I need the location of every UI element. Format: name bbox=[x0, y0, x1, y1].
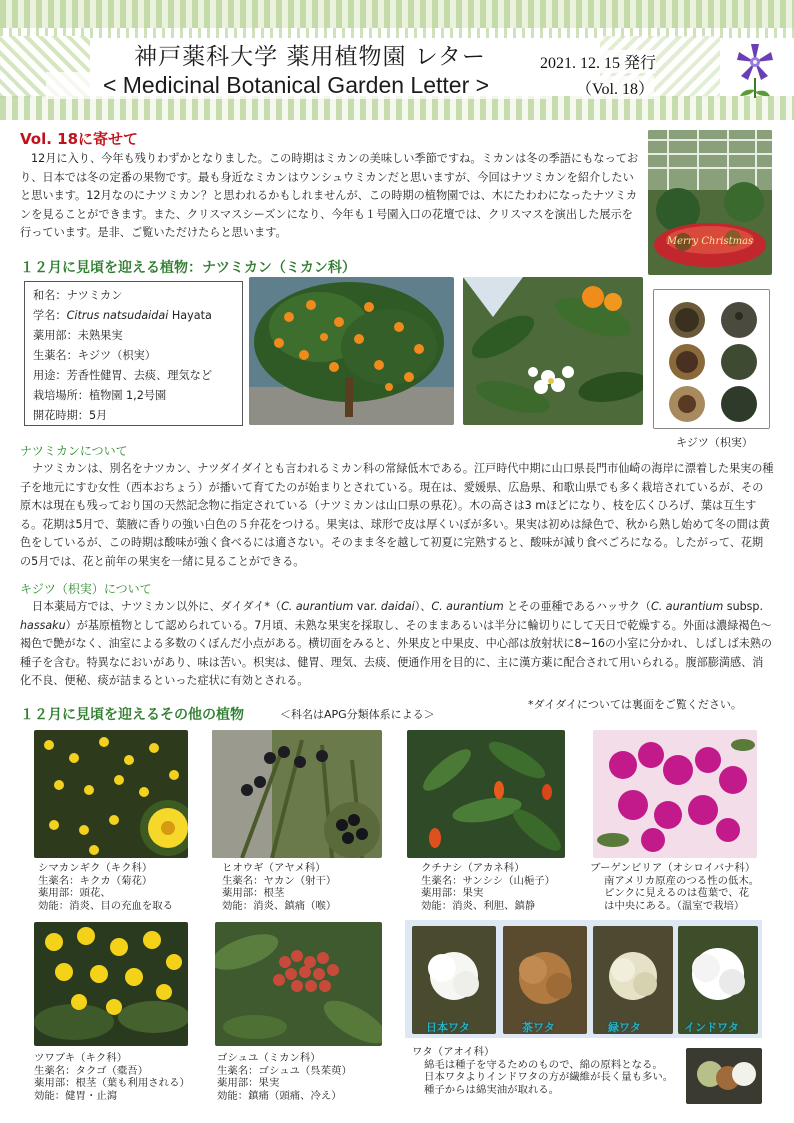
info-wamei: 和名：ナツミカン bbox=[33, 289, 123, 302]
about-kijitsu-text: 日本薬局方では、ナツミカン以外に、ダイダイ*（C. aurantium var. daidai）、C. aurantium とその亜種であるハッサク（C. aurantium subsp. hassaku）が基原植物として認められている。7月頃、未熟な果実を採取し、そのままあるいは半分に輪切りにして天日で乾燥する。外面は濃緑褐色～褐色で艶がなく、油室による多数のくぼんだ小点がある。横切面をみると、外果皮と中果皮、中心部は放射状に8~16の小室に分かれ、しばしば未熟の種子を含む。特異なにおいがあり、味は苦い。枳実は、健胃、理気、去痰、便通作用を目的に、主に漢方薬に配合されて用いられる。腹部膨満感、消化不良、便秘、痰が詰まるといった症状に有効とされる。 bbox=[20, 600, 773, 688]
about-natsumikan-heading: ナツミカンについて bbox=[20, 444, 128, 458]
kuchinashi-photo bbox=[407, 730, 565, 858]
kijitsu-caption: キジツ（枳実） bbox=[676, 436, 753, 449]
knit-pattern-bottom bbox=[0, 96, 794, 120]
plant-caption-hiougi: ヒオウギ（アヤメ科） 生薬名：ヤカン（射干） 薬用部：根茎 効能：消炎、鎮痛（喉） bbox=[222, 862, 337, 912]
plant-caption-wata: ワタ（アオイ科） 綿毛は種子を守るためのもので、綿の原料となる。 日本ワタよりインドワタの方が繊維が長く量も多い。 種子からは綿実油が取れる。 bbox=[412, 1046, 674, 1096]
plant-caption-goshuyu: ゴシュユ（ミカン科） 生薬名：ゴシュユ（呉茱萸） 薬用部：果実 効能：鎮痛（頭痛、冷え） bbox=[217, 1052, 352, 1102]
cotton-photo-midori bbox=[593, 926, 673, 1034]
plant-caption-shimakangiku: シマカンギク（キク科） 生薬名：キクカ（菊花） 薬用部：頭花、 効能：消炎、目の充血を取る bbox=[38, 862, 174, 912]
cotton-photo-cha bbox=[503, 926, 587, 1034]
info-shoyakumei: 生薬名：キジツ（枳実） bbox=[33, 349, 156, 362]
info-saibai: 栽培場所：植物園 1,2号園 bbox=[33, 389, 167, 402]
intro-heading: Vol. 18に寄せて bbox=[20, 130, 139, 148]
cotton-label-cha: 茶ワタ bbox=[522, 1021, 555, 1034]
others-heading-note: ＜科名はAPG分類体系による＞ bbox=[280, 708, 435, 721]
hiougi-photo bbox=[212, 730, 382, 858]
issue-date: 2021. 12. 15 発行 bbox=[540, 50, 656, 73]
cotton-photo-nihon bbox=[412, 926, 496, 1034]
daidai-note: *ダイダイについては裏面をご覧ください。 bbox=[528, 698, 742, 711]
plant-info-box bbox=[24, 281, 243, 426]
header-banner bbox=[0, 0, 794, 120]
natsumikan-flower-photo bbox=[463, 277, 643, 425]
cotton-photo-indo bbox=[678, 926, 758, 1034]
intro-text: 12月に入り、今年も残りわずかとなりました。この時期はミカンの美味しい季節ですね。ミカンは冬の季語にもなっており、日本では冬の定番の果物です。最も身近なミカンはウンシュウミカンだと思いますが、今回はナツミカンを紹介したいと思います。12月なのにナツミカン？と思われるかもしれませんが、この時期の植物園では、木にたわわになったナツミカンを見ることができます。また、クリスマスシーズンになり、今年も１号園入口の花壇では、クリスマスを演出した展示を行っています。是非、ご覧いただけたらと思います。 bbox=[20, 152, 639, 239]
info-kaika: 開花時期：5月 bbox=[33, 409, 108, 422]
bellflower-icon bbox=[726, 38, 784, 100]
bougainvillea-photo bbox=[593, 730, 757, 858]
feature-heading: １２月に見頃を迎える植物：ナツミカン（ミカン科） bbox=[20, 260, 356, 276]
info-gakumei: 学名：Citrus natsudaidai Hayata bbox=[33, 309, 212, 322]
about-kijitsu-heading: キジツ（枳実）について bbox=[20, 582, 152, 596]
plant-caption-bougainvillea: ブーゲンビリア（オシロイバナ科） 南アメリカ原産のつる性の低木。 ピンクに見えるのは苞葉で、花 は中央にある。（温室で栽培） bbox=[590, 862, 760, 912]
tsuwabuki-photo bbox=[34, 922, 188, 1046]
goshuyu-photo bbox=[215, 922, 382, 1046]
title-english: < Medicinal Botanical Garden Letter > bbox=[46, 72, 546, 99]
plant-caption-tsuwabuki: ツワブキ（キク科） 生薬名：タクゴ（橐吾） 薬用部：根茎（葉も利用される） 効能：健胃・止瀉 bbox=[34, 1052, 190, 1102]
issue-volume: （Vol. 18） bbox=[576, 76, 654, 99]
christmas-display-photo bbox=[648, 130, 772, 275]
shimakangiku-photo bbox=[34, 730, 188, 858]
cotton-label-nihon: 日本ワタ bbox=[426, 1021, 470, 1034]
info-youto: 用途：芳香性健胃、去痰、理気など bbox=[33, 369, 213, 382]
cotton-label-midori: 緑ワタ bbox=[608, 1021, 641, 1034]
plant-caption-kuchinashi: クチナシ（アカネ科） 生薬名：サンシシ（山梔子） 薬用部：果実 効能：消炎、利胆、鎮静 bbox=[421, 862, 556, 912]
merry-christmas-sign-text: Merry Christmas bbox=[666, 236, 754, 247]
cotton-label-indo: インドワタ bbox=[684, 1021, 739, 1034]
natsumikan-tree-photo bbox=[249, 277, 454, 425]
about-natsumikan-text: ナツミカンは、別名をナツカン、ナツダイダイとも言われるミカン科の常緑低木である。江戸時代中期に山口県長門市仙崎の海岸に漂着した果実の種子を地元にすむ女性（西本おちょう）が播いて育てたのが始まりとされている。現在は、愛媛県、広島県、和歌山県でも多く栽培されているが、その原木は現在も残っており国の天然記念物に指定されている（ナツミカンは山口県の県花）。木の高さは3 mほどになり、枝を広くひろげ、葉は互生する。花期は5月で、葉腋に香りの強い白色の５弁花をつける。果実は、球形で皮は厚くいぼが多い。果実は初めは緑色で、秋から熟し始めて冬の間は黄色をしているが、この時期は酸味が強く食べるには適さない。そのまま冬を越して初夏に完熟すると、酸味が減り食べごろになる。したがって、花期の5月では、花と前年の果実を一緒に見ることができる。 bbox=[20, 462, 774, 568]
others-heading: １２月に見頃を迎えるその他の植物 bbox=[20, 707, 244, 723]
knit-pattern-top bbox=[0, 0, 794, 28]
info-yakuyoubu: 薬用部：未熟果実 bbox=[33, 329, 123, 342]
title-japanese: 神戸薬科大学 薬用植物園 レター bbox=[90, 38, 530, 71]
kijitsu-photo bbox=[653, 289, 770, 429]
cotton-seed-photo bbox=[686, 1048, 762, 1104]
